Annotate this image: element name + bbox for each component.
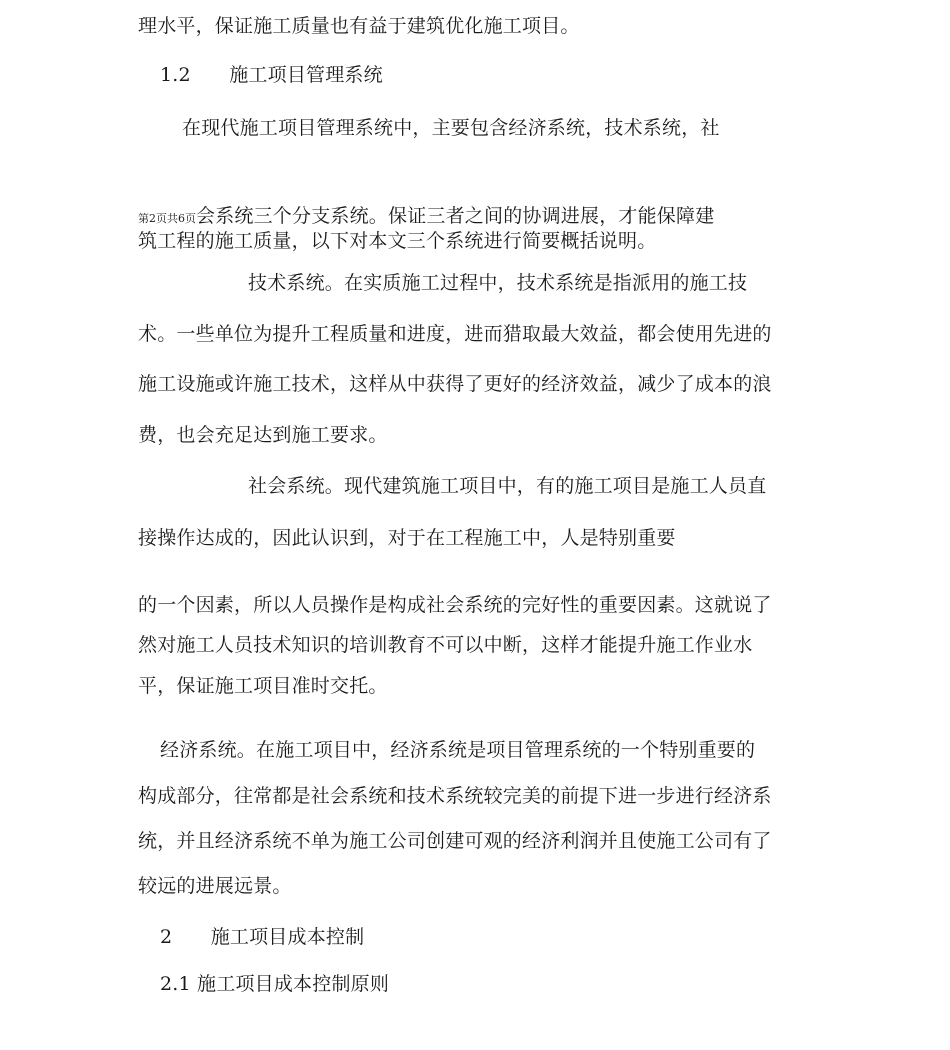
paragraph-line: 统，并且经济系统不单为施工公司创建可观的经济利润并且使施工公司有了 [138,830,772,852]
section-heading-2: 2 施工项目成本控制 [160,926,365,948]
paragraph-line: 较远的进展远景。 [138,875,292,897]
paragraph-line: 在现代施工项目管理系统中，主要包含经济系统，技术系统，社 [182,117,720,139]
page-number-marker: 第2页共6页 [138,212,196,225]
section-heading-1-2: 1.2 施工项目管理系统 [160,64,383,86]
section-heading-2-1: 2.1 施工项目成本控制原则 [160,973,390,995]
paragraph-line: 经济系统。在施工项目中，经济系统是项目管理系统的一个特别重要的 [160,739,756,761]
paragraph-line: 理水平，保证施工质量也有益于建筑优化施工项目。 [138,15,580,37]
paragraph-line: 社会系统。现代建筑施工项目中，有的施工项目是施工人员直 [248,475,767,497]
paragraph-line: 技术系统。在实质施工过程中，技术系统是指派用的施工技 [248,272,748,294]
paragraph-line: 然对施工人员技术知识的培训教育不可以中断，这样才能提升施工作业水 [138,634,753,656]
paragraph-line: 的一个因素，所以人员操作是构成社会系统的完好性的重要因素。这就说了 [138,594,772,616]
paragraph-line: 平，保证施工项目准时交托。 [138,675,388,697]
paragraph-line-text: 会系统三个分支系统。保证三者之间的协调进展，才能保障建 [196,205,715,227]
paragraph-line: 筑工程的施工质量，以下对本文三个系统进行简要概括说明。 [138,230,657,252]
paragraph-line: 施工设施或许施工技术，这样从中获得了更好的经济效益，减少了成本的浪 [138,373,772,395]
paragraph-line: 接操作达成的，因此认识到，对于在工程施工中，人是特别重要 [138,527,676,549]
paragraph-line: 构成部分，往常都是社会系统和技术系统较完美的前提下进一步进行经济系 [138,785,772,807]
paragraph-line: 术。一些单位为提升工程质量和进度，进而猎取最大效益，都会使用先进的 [138,323,772,345]
paragraph-line: 费，也会充足达到施工要求。 [138,424,388,446]
